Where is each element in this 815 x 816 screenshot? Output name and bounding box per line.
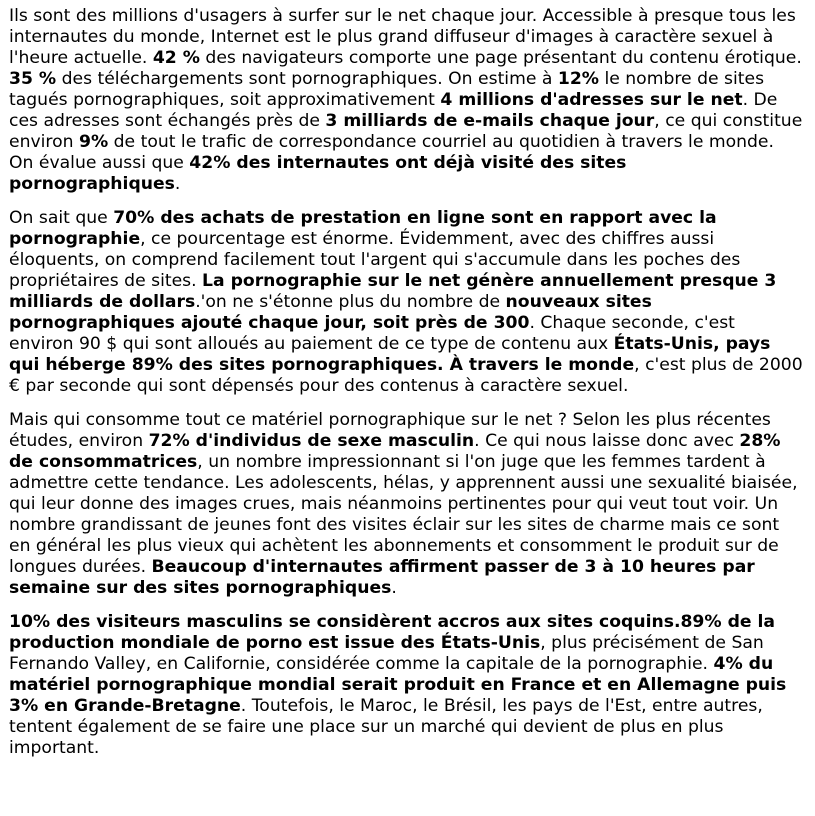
bold-text-run: 4% du matériel pornographique mondial serait produit en France et en Allemagne puis 3% en Grande-Bretagne [9,654,787,716]
text-run: Ils sont des millions d'usagers à surfer sur le net chaque jour. Accessible à presque tous les internautes du monde, Internet est le plus grand diffuseur d'images à caractère sexuel à l'heure actuelle. [9,6,796,68]
paragraph-2 [9,208,803,397]
paragraph-3 [9,410,803,599]
text-run: .'on ne s'étonne plus du nombre de [195,292,506,312]
bold-text-run: 70% des achats de prestation en ligne sont en rapport avec la pornographie [9,208,717,249]
bold-text-run: 12% [557,69,600,89]
bold-text-run: 42% des internautes ont déjà visité des sites pornographiques [9,153,627,194]
text-run: des navigateurs comporte une page présentant du contenu érotique. [199,48,802,68]
text-run: , un nombre impressionnant si l'on juge que les femmes tardent à admettre cette tendance. Les adolescents, hélas, y apprennent aussi une sexualité biaisée, qui leur donne des images crues, mais néanmoins pertinentes pour qui veut tout voir. Un nombre grandissant de jeunes font des visites éclair sur les sites de charme mais ce sont en général les plus vieux qui achètent les abonnements et consomment le produit sur de longues durées. [9,452,798,577]
text-run: . [391,578,397,598]
bold-text-run: 3 milliards de e-mails chaque jour [325,111,655,131]
text-run: . Chaque seconde, c'est environ 90 $ qui sont alloués au paiement de ce type de contenu aux [9,313,735,354]
bold-text-run: nouveaux sites pornographiques ajouté chaque jour, soit près de 300 [9,292,652,333]
bold-text-run: 10% des visiteurs masculins se considèrent accros aux sites coquins.89% de la production mondiale de porno est issue des États-Unis [9,612,776,653]
text-run: Mais qui consomme tout ce matériel pornographique sur le net ? Selon les plus récentes études, environ [9,410,771,451]
text-run: . [174,174,181,194]
bold-text-run: États-Unis, pays qui héberge 89% des sites pornographiques. À travers le monde [9,334,771,375]
text-run: . Toutefois, le Maroc, le Brésil, les pays de l'Est, entre autres, tentent également de se faire une place sur un marché qui devient de plus en plus important. [9,696,763,758]
bold-text-run: 9% [78,132,109,152]
text-run: , c'est plus de 2000 € par seconde qui sont dépensés pour des contenus à caractère sexuel. [9,355,803,396]
text-run: . Ce qui nous laisse donc avec [474,431,740,451]
paragraph-4 [9,612,803,759]
text-run: , plus précisément de San Fernando Valley, en Californie, considérée comme la capitale de la pornographie. [9,633,764,674]
text-run: , ce pourcentage est énorme. Évidemment, avec des chiffres aussi éloquents, on comprend facilement tout l'argent qui s'accumule dans les poches des propriétaires de sites. [9,229,741,291]
bold-text-run: Beaucoup d'internautes affirment passer de 3 à 10 heures par semaine sur des sites pornographiques [9,557,755,598]
bold-text-run: 28% de consommatrices [9,431,781,472]
bold-text-run: La pornographie sur le net génère annuellement presque 3 milliards de dollars [9,271,777,312]
bold-text-run: 72% d'individus de sexe masculin [148,431,475,451]
text-run: des téléchargements sont pornographiques. On estime à [56,69,558,89]
text-run: . De ces adresses sont échangés près de [9,90,778,131]
bold-text-run: 4 millions d'adresses sur le net [440,90,743,110]
text-run: , ce qui constitue environ [9,111,803,152]
paragraph-1 [9,6,803,195]
text-run: de tout le trafic de correspondance courriel au quotidien à travers le monde. On évalue aussi que [9,132,774,173]
bold-text-run: 35 % [9,69,57,89]
text-run: le nombre de sites tagués pornographiques, soit approximativement [9,69,765,110]
bold-text-run: 42 % [152,48,200,68]
text-run: On sait que [9,208,114,228]
